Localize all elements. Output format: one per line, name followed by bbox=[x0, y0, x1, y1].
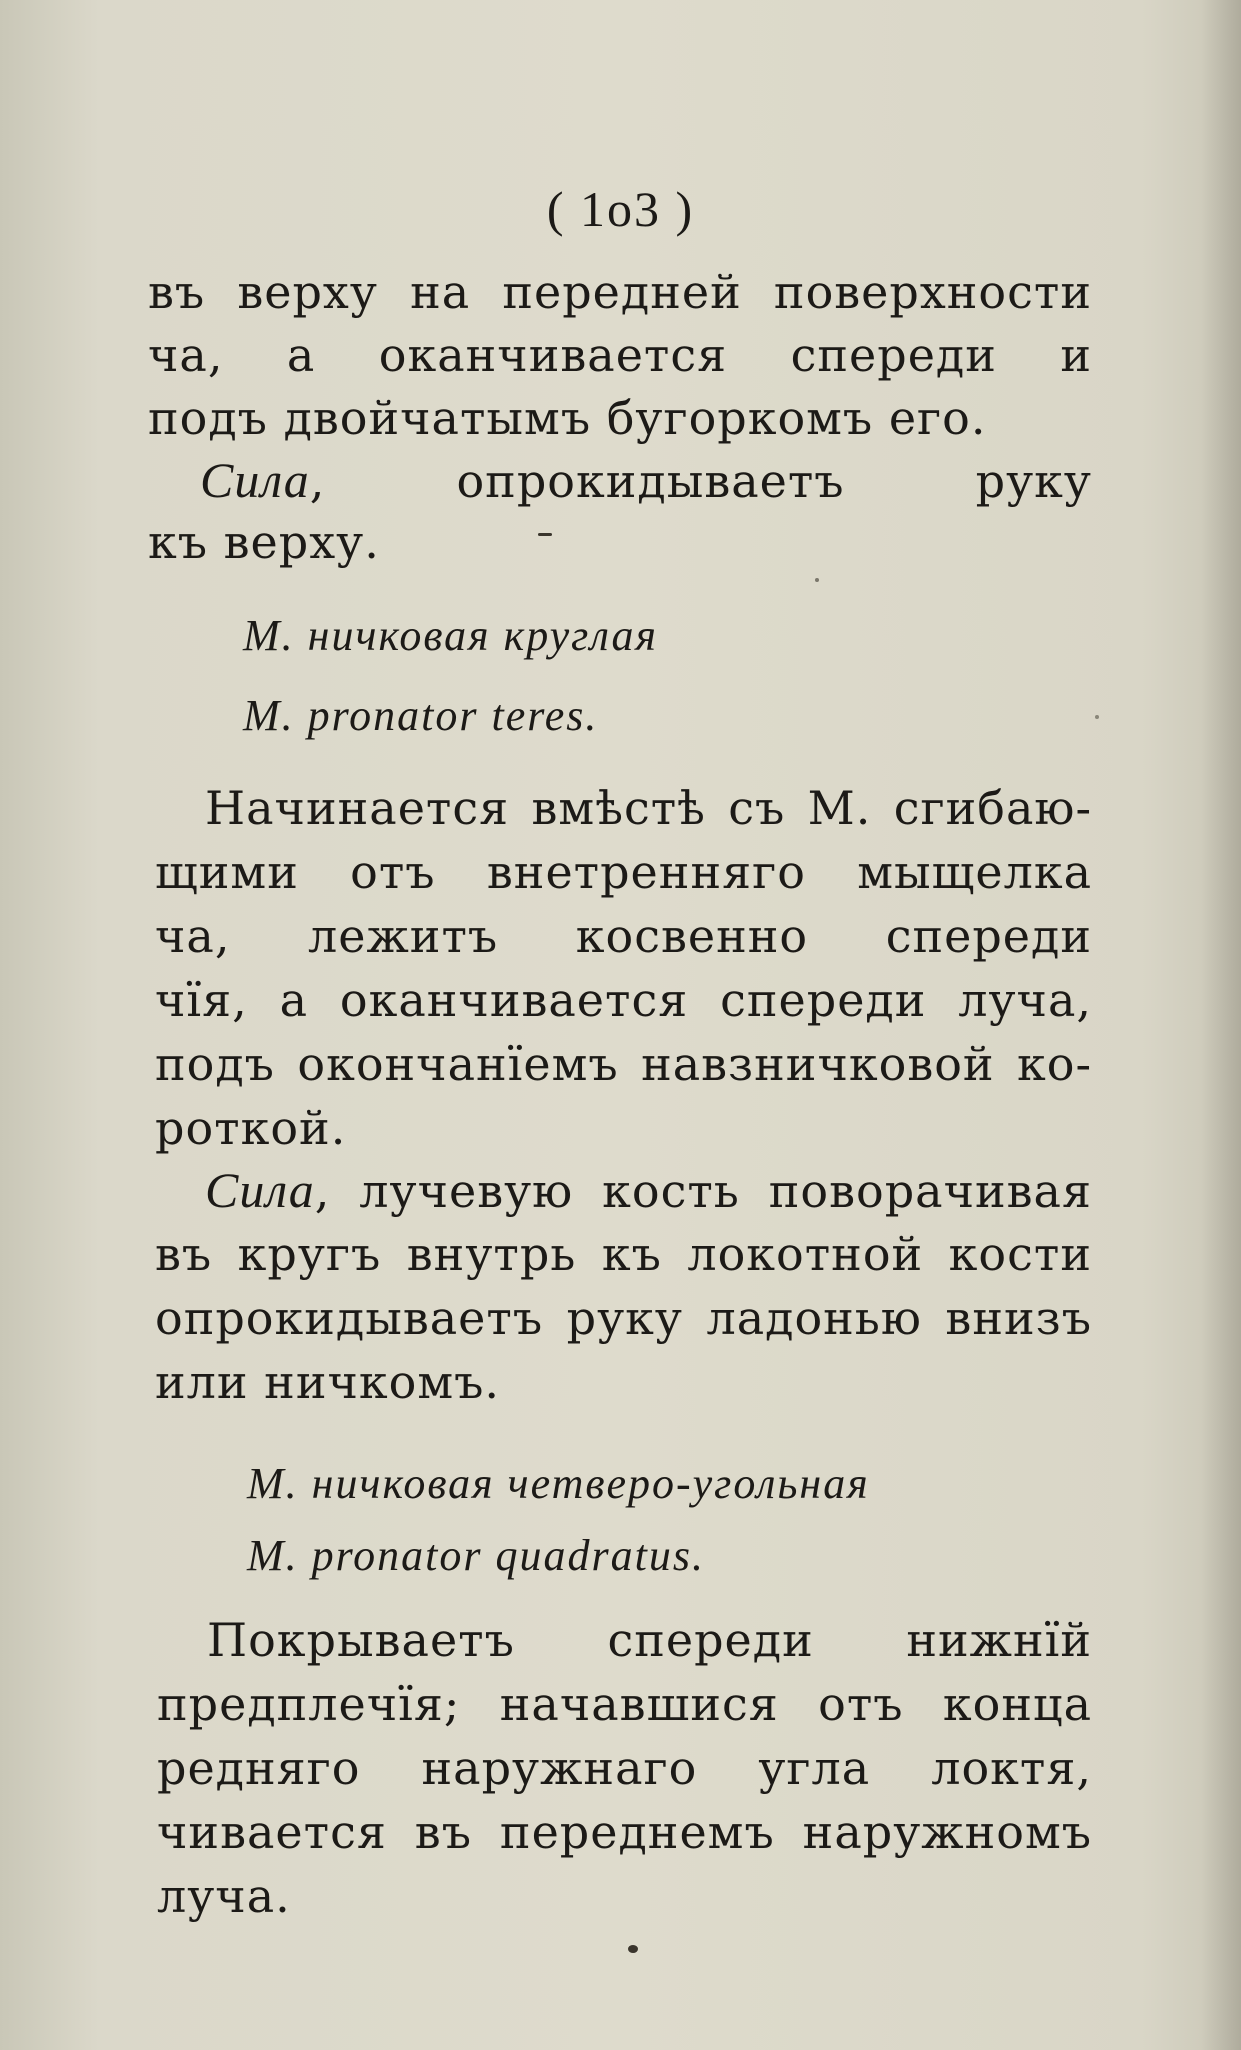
muscle-heading-latin: М. pronator quadratus. bbox=[247, 1531, 705, 1580]
text-line: чїя, а оканчивается спереди луча, bbox=[155, 973, 1092, 1027]
page-gutter-shadow bbox=[1201, 0, 1241, 2050]
text-line: Начинается вмѣстѣ съ М. сгибаю- bbox=[205, 781, 1092, 835]
force-label: Сила bbox=[200, 452, 310, 508]
muscle-heading-russian: М. ничковая четверо-угольная bbox=[247, 1459, 870, 1508]
ink-speck bbox=[1095, 715, 1099, 719]
force-label: Сила bbox=[205, 1162, 315, 1218]
ink-speck bbox=[538, 533, 552, 536]
force-paragraph-line bbox=[205, 1160, 1092, 1220]
text-line: въ верху на передней поверхности bbox=[148, 265, 1092, 319]
text-line: ча, лежитъ косвенно спереди bbox=[155, 909, 1092, 963]
muscle-heading-latin: М. pronator teres. bbox=[243, 691, 599, 740]
text-line: ча, а оканчивается спереди и bbox=[148, 328, 1092, 382]
text-line: подъ двойчатымъ бугоркомъ его. bbox=[148, 391, 987, 445]
text-line: щими отъ внетренняго мыщелка bbox=[155, 845, 1092, 899]
text-line: луча. bbox=[157, 1869, 291, 1923]
text-line: опрокидываетъ руку ладонью внизъ bbox=[155, 1291, 1092, 1345]
ink-speck bbox=[628, 1945, 638, 1953]
text-line: къ верху. bbox=[148, 515, 380, 569]
text-line: предплечїя; начавшися отъ конца bbox=[157, 1677, 1092, 1731]
text-line: подъ окончанїемъ навзничковой ко- bbox=[155, 1037, 1092, 1091]
text-line: роткой. bbox=[155, 1101, 347, 1155]
text-line: Покрываетъ спереди нижнїй bbox=[207, 1613, 1092, 1667]
muscle-heading-russian: М. ничковая круглая bbox=[243, 611, 658, 660]
text-line: редняго наружнаго угла локтя, bbox=[157, 1741, 1092, 1795]
force-paragraph-line bbox=[200, 450, 1092, 510]
force-text: , лучевую кость поворачивая bbox=[314, 1164, 1092, 1218]
page-number: ( 1о3 ) bbox=[546, 181, 695, 237]
text-line: въ кругъ внутрь къ локотной кости bbox=[155, 1227, 1092, 1281]
text-line: или ничкомъ. bbox=[155, 1355, 501, 1409]
force-text: , опрокидываетъ руку bbox=[309, 454, 1092, 508]
ink-speck bbox=[815, 578, 819, 582]
text-line: чивается въ переднемъ наружномъ bbox=[157, 1805, 1092, 1859]
